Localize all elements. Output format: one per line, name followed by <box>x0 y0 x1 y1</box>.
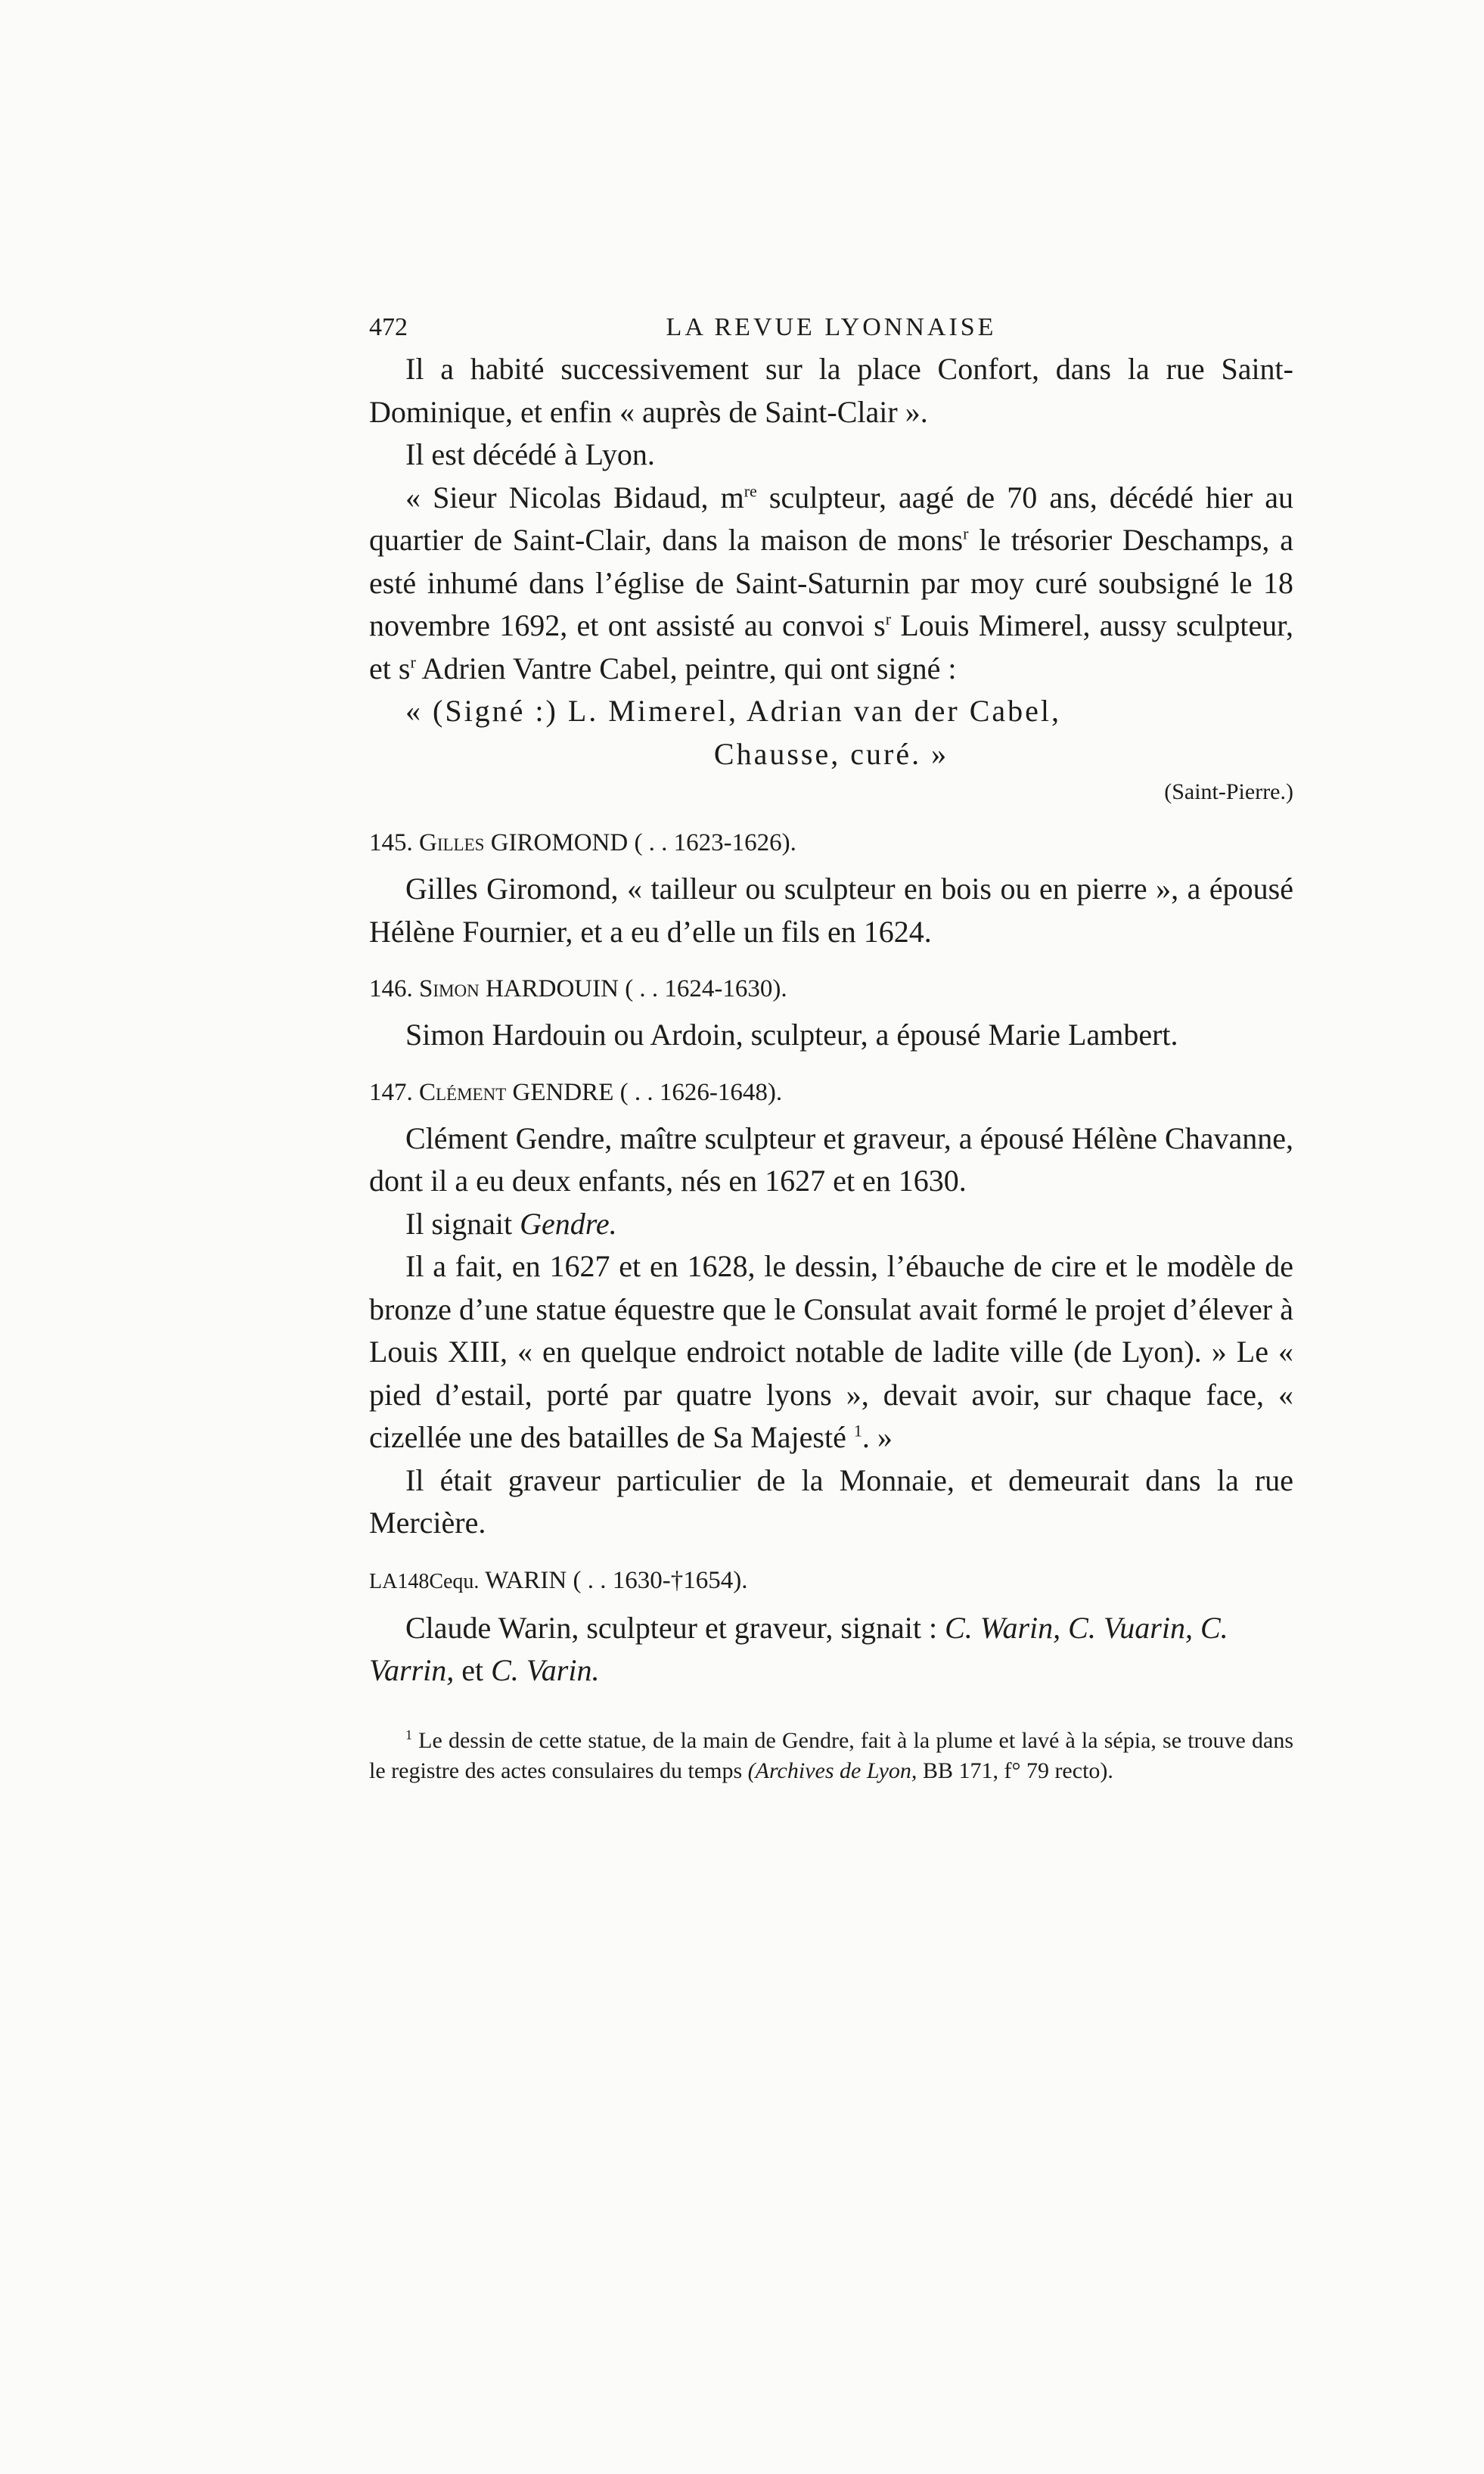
paragraph-residence: Il a habité successivement sur la place Confort, dans la rue Saint-Dominique, et enfin « auprès de Saint-Clair ». <box>369 352 1293 429</box>
entry-body-148 <box>369 1607 1293 1692</box>
burial-text-4: Louis Mimerel, aussy sculpteur, et s <box>369 608 1293 685</box>
footnote <box>369 1726 1293 1786</box>
entry-dates: ( . . 1630-†1654). <box>573 1566 748 1594</box>
superscript-re: re <box>744 481 757 501</box>
footnote-text-end: BB 171, f° 79 recto). <box>917 1758 1113 1783</box>
entry-number: LA148Cequ. <box>369 1569 480 1593</box>
superscript-r-2: r <box>885 609 892 629</box>
footnote-text: Le dessin de cette statue, de la main de Gendre, fait à la plume et lavé à la sépia, se trouve dans le registre des actes consulaires du temps <box>369 1727 1294 1783</box>
entry-body-147-3 <box>369 1245 1293 1459</box>
entry-body-147-1: Clément Gendre, maître sculpteur et graveur, a épousé Hélène Chavanne, dont il a eu deux enfants, nés en 1627 et en 1630. <box>369 1120 1293 1198</box>
entry-heading-148 <box>369 1563 1293 1599</box>
entry-surname: WARIN <box>485 1566 567 1594</box>
signature-line-1: « (Signé :) L. Mimerel, Adrian van der Cabel, <box>405 694 1062 728</box>
statue-text-end: . » <box>862 1420 893 1454</box>
footnote-archive: (Archives de Lyon, <box>747 1758 917 1783</box>
source-citation: (Saint-Pierre.) <box>1164 779 1293 804</box>
paragraph-death: Il est décédé à Lyon. <box>405 437 655 471</box>
entry-body-147-4: Il était graveur particulier de la Monnaie, et demeurait dans la rue Mercière. <box>369 1462 1293 1540</box>
page <box>369 303 1293 1786</box>
burial-text-1: « Sieur Nicolas Bidaud, m <box>405 480 744 514</box>
entry-number: 147. <box>369 1078 413 1106</box>
entry-dates: ( . . 1626-1648). <box>619 1078 783 1106</box>
warin-signature-last: C. Varin. <box>491 1653 600 1687</box>
burial-text-5: Adrien Vantre Cabel, peintre, qui ont signé : <box>415 651 957 685</box>
entry-heading-145 <box>369 825 1293 860</box>
journal-title: LA REVUE LYONNAISE <box>666 313 997 341</box>
entry-first-name: Gilles <box>419 829 485 856</box>
warin-text: Claude Warin, sculpteur et graveur, signait : <box>405 1610 945 1645</box>
footnote-reference: 1 <box>853 1421 862 1441</box>
entry-number: 145. <box>369 829 413 856</box>
entry-surname: GENDRE <box>512 1078 614 1106</box>
signature-line-2: Chausse, curé. » <box>713 736 949 771</box>
entry-body-147-2 <box>369 1203 1293 1246</box>
running-head <box>369 303 1293 348</box>
entry-first-name: Simon <box>419 975 480 1002</box>
entry-number: 146. <box>369 975 413 1002</box>
page-number: 472 <box>369 313 408 341</box>
superscript-r-3: r <box>410 652 416 672</box>
entry-heading-146 <box>369 971 1293 1006</box>
footnote-mark: 1 <box>405 1727 412 1742</box>
entry-body-145: Gilles Giromond, « tailleur ou sculpteur en bois ou en pierre », a épousé Hélène Fournier, et a eu d’elle un fils en 1624. <box>369 872 1293 949</box>
statue-text: Il a fait, en 1627 et en 1628, le dessin, l’ébauche de cire et le modèle de bronze d’une statue équestre que le Consulat avait formé le projet d’élever à Louis XIII, « en quelque endroict notable de ladite ville (de Lyon). » Le « pied d’estail, porté par quatre lyons », devait avoir, sur chaque face, « cizellée une des batailles de Sa Majesté <box>369 1249 1293 1454</box>
entry-surname: HARDOUIN <box>485 975 619 1002</box>
burial-text-2: sculpteur, aagé de 70 ans, décédé hier au quartier de Saint-Clair, dans la maison de mons <box>369 480 1293 557</box>
warin-signatures: C. Warin, C. Vuarin, C. Varrin, <box>369 1610 1228 1687</box>
entry-dates: ( . . 1624-1630). <box>625 975 787 1002</box>
paragraph-burial-record <box>369 477 1293 691</box>
warin-and: et <box>454 1653 492 1687</box>
signature-gendre: Gendre. <box>520 1206 617 1241</box>
entry-body-146: Simon Hardouin ou Ardoin, sculpteur, a épousé Marie Lambert. <box>405 1018 1178 1052</box>
signature-intro: Il signait <box>405 1206 520 1241</box>
entry-dates: ( . . 1623-1626). <box>634 829 796 856</box>
entry-heading-147 <box>369 1075 1293 1110</box>
burial-text-3: le trésorier Deschamps, a esté inhumé dans l’église de Saint-Saturnin par moy curé soubsigné le 18 novembre 1692, et ont assisté au convoi s <box>369 523 1293 642</box>
superscript-r-1: r <box>963 524 969 543</box>
entry-first-name: Clément <box>419 1078 507 1106</box>
entry-surname: GIROMOND <box>490 829 629 856</box>
